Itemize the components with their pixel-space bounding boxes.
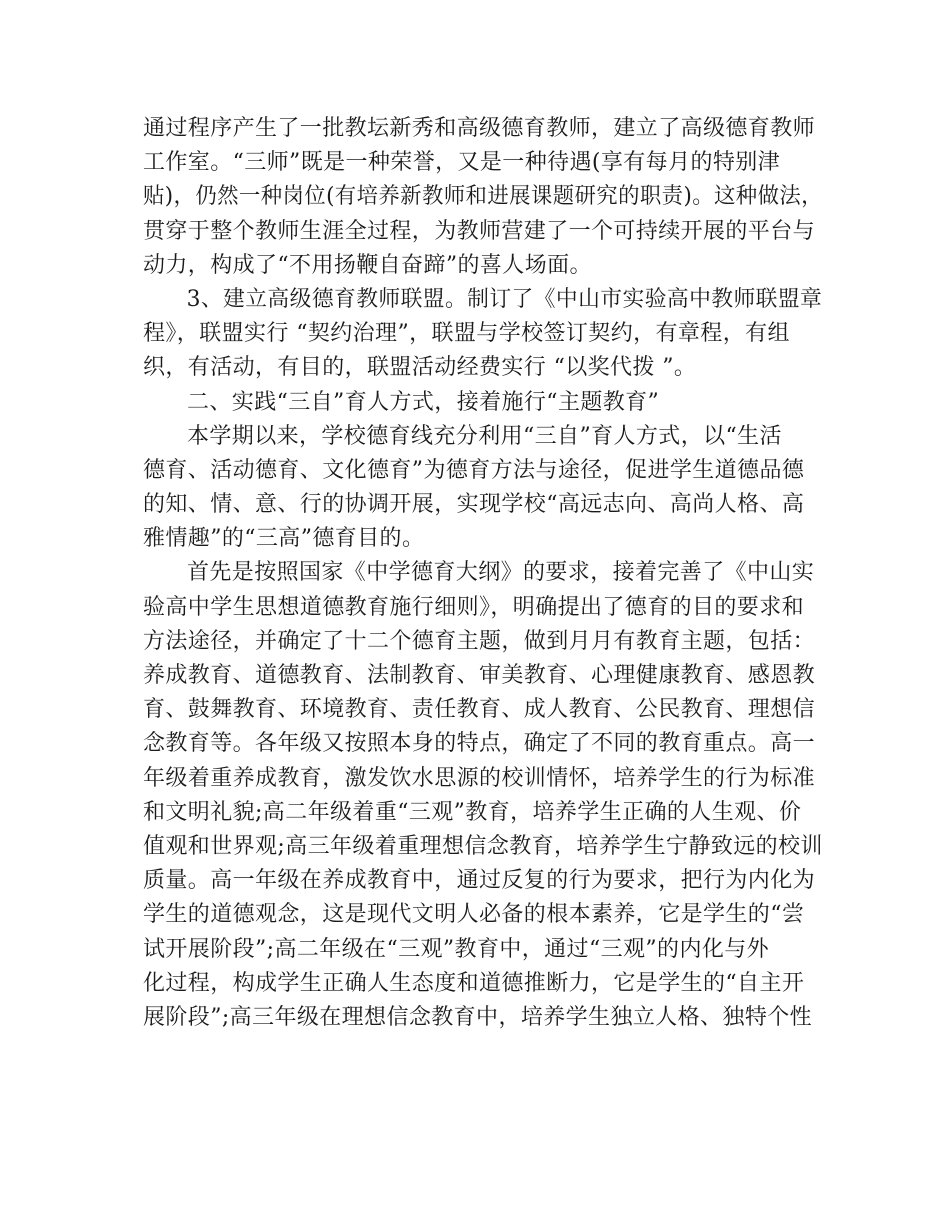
text-line: 和文明礼貌;高二年级着重“三观”教育，培养学生正确的人生观、价	[143, 799, 802, 825]
text-line: 贯穿于整个教师生涯全过程，为教师营建了一个可持续开展的平台与	[143, 218, 816, 244]
text-line: 本学期以来，学校德育线充分利用“三自”育人方式，以“生活	[187, 423, 782, 449]
text-line: 值观和世界观;高三年级着重理想信念教育，培养学生宁静致远的校训	[143, 833, 823, 859]
text-line: 工作室。“三师”既是一种荣誉，又是一种待遇(享有每月的特别津	[143, 150, 781, 176]
text-line: 二、实践“三自”育人方式，接着施行“主题教育”	[187, 389, 660, 415]
text-line: 德育、活动德育、文化德育”为德育方法与途径，促进学生道德品德	[143, 457, 805, 483]
text-line: 化过程，构成学生正确人生态度和道德推断力，它是学生的“自主开	[143, 970, 805, 996]
text-line: 质量。高一年级在养成教育中，通过反复的行为要求，把行为内化为	[143, 868, 816, 894]
body-text	[143, 112, 823, 1035]
text-line: 程》，联盟实行 “契约治理”，联盟与学校签订契约，有章程，有组	[143, 321, 790, 347]
text-line: 育、鼓舞教育、环境教育、责任教育、成人教育、公民教育、理想信	[143, 697, 816, 723]
text-line: 方法途径，并确定了十二个德育主题，做到月月有教育主题，包括：	[143, 628, 816, 654]
text-line: 念教育等。各年级又按照本身的特点，确定了不同的教育重点。高一	[143, 731, 816, 757]
text-line: 学生的道德观念，这是现代文明人必备的根本素养，它是学生的“尝	[143, 902, 805, 928]
text-line: 的知、情、意、行的协调开展，实现学校“高远志向、高尚人格、高	[143, 492, 805, 518]
text-line: 养成教育、道德教育、法制教育、审美教育、心理健康教育、感恩教	[143, 663, 816, 688]
text-line: 3、建立高级德育教师联盟。制订了《中山市实验高中教师联盟章	[186, 286, 823, 312]
text-line: 动力，构成了“不用扬鞭自奋蹄”的喜人场面。	[143, 252, 592, 278]
text-line: 织，有活动，有目的，联盟活动经费实行 “以奖代拨 ”。	[143, 355, 697, 381]
text-line: 通过程序产生了一批教坛新秀和高级德育教师，建立了高级德育教师	[143, 116, 816, 141]
text-line: 首先是按照国家《中学德育大纲》的要求，接着完善了《中山实	[187, 560, 815, 586]
text-line: 展阶段”;高三年级在理想信念教育中，培养学生独立人格、独特个性	[143, 1004, 813, 1030]
text-line: 验高中学生思想道德教育施行细则》，明确提出了德育的目的要求和	[143, 594, 805, 620]
text-line: 试开展阶段”;高二年级在“三观”教育中，通过“三观”的内化与外	[143, 936, 770, 962]
text-line: 年级着重养成教育，激发饮水思源的校训情怀，培养学生的行为标准	[143, 765, 816, 791]
text-line: 贴)，仍然一种岗位(有培养新教师和进展课题研究的职责)。这种做法，	[143, 184, 823, 210]
text-line: 雅情趣”的“三高”德育目的。	[143, 526, 425, 552]
